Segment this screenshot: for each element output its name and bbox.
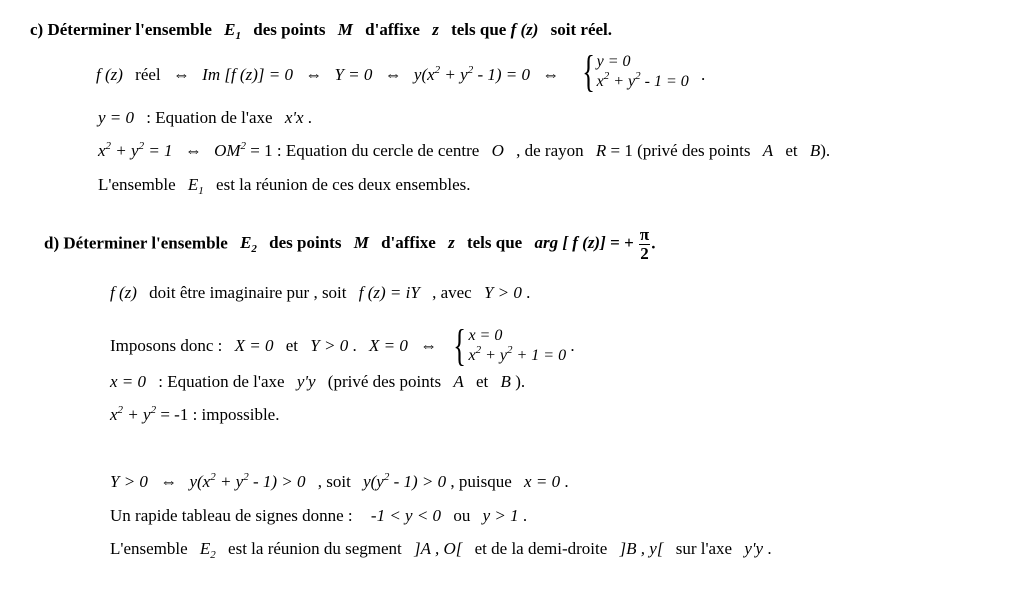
- function-fz: f (z): [510, 20, 539, 39]
- left-brace: {: [581, 47, 595, 96]
- affix-z: z: [448, 233, 455, 253]
- heading-c-prefix: c) Déterminer l'ensemble: [30, 20, 212, 39]
- fraction-numerator: π: [639, 225, 650, 244]
- system-rows: [597, 52, 689, 92]
- d7-dot: .: [767, 539, 772, 558]
- d5-Y: Y > 0: [110, 472, 148, 491]
- iff-symbol: ⇔: [305, 64, 323, 84]
- c1-eq-part-a: y(x: [413, 64, 435, 84]
- d6-b: -1 < y < 0: [370, 506, 442, 525]
- c2-axis: x'x: [284, 108, 304, 127]
- d3-b: (privé des points: [327, 372, 442, 391]
- c2-dot: .: [307, 108, 313, 127]
- set-E2: [199, 539, 216, 561]
- heading-arg: arg [ f (z)] = +: [534, 233, 634, 253]
- fraction-pi-over-2: [639, 226, 650, 263]
- set-E1-subscript: 1: [198, 185, 204, 197]
- d3-axis: y'y: [296, 372, 316, 391]
- square-exponent: 2: [105, 140, 112, 152]
- row2-c: - 1 = 0: [640, 73, 689, 90]
- section-c-heading: [30, 20, 612, 40]
- d1-Ygt: Y > 0: [483, 283, 522, 302]
- c3-a: x: [98, 141, 106, 160]
- d5-e: - 1) > 0: [389, 472, 447, 491]
- set-E1: [187, 175, 204, 197]
- d5-b: + y: [215, 472, 244, 491]
- affix-z: z: [432, 20, 439, 39]
- square-exponent: 2: [150, 404, 157, 416]
- set-E1-letter: E: [187, 175, 199, 194]
- c2-text: : Equation de l'axe: [146, 108, 273, 127]
- d-line-2: [110, 321, 575, 370]
- square-exponent: 2: [243, 471, 249, 483]
- heading-d-mid2: d'affixe: [381, 233, 436, 253]
- c3-f: = 1 (privé des points: [610, 141, 751, 160]
- d7-ray: ]B , y[: [619, 539, 664, 558]
- set-E1-subscript: 1: [235, 30, 241, 42]
- iff-symbol: ⇔: [384, 64, 402, 84]
- c3-et: et: [785, 141, 798, 160]
- system-rows: [468, 326, 566, 366]
- c1-im: Im [f (z)] = 0: [202, 64, 293, 84]
- point-M: M: [353, 233, 369, 253]
- iff-symbol: ⇔: [172, 64, 190, 84]
- row2-a: x: [468, 347, 476, 364]
- d2-system: [449, 321, 567, 370]
- d6-c: y > 1: [482, 506, 519, 525]
- d7-b: est la réunion du segment: [228, 539, 402, 558]
- c3-B: B: [809, 141, 821, 160]
- c3-om: [214, 141, 246, 160]
- c4-b: est la réunion de ces deux ensembles.: [216, 175, 471, 194]
- row2-a: x: [596, 73, 604, 90]
- set-E2-subscript: 2: [251, 243, 257, 256]
- d-line-5: [110, 472, 569, 492]
- d4-a: x: [110, 405, 118, 424]
- d5-c: - 1) > 0: [248, 472, 306, 491]
- set-E1-letter: E: [224, 20, 236, 39]
- d5-a: y(x: [189, 472, 211, 491]
- d5-d: y(y: [363, 472, 384, 491]
- c1-equation: [414, 65, 530, 84]
- c4-a: L'ensemble: [98, 175, 176, 194]
- d6-dot: .: [522, 506, 528, 525]
- heading-c-mid2: d'affixe: [365, 20, 420, 39]
- d4-eq: [110, 405, 156, 424]
- d3-A: A: [453, 372, 464, 391]
- point-M: M: [337, 20, 353, 39]
- square-exponent: 2: [210, 471, 216, 483]
- square-exponent: 2: [383, 471, 390, 483]
- row2-c: + 1 = 0: [512, 347, 567, 364]
- d-line-6: [110, 506, 527, 526]
- c2-eq: y = 0: [98, 108, 135, 127]
- set-E2: [240, 233, 257, 256]
- set-E2-letter: E: [199, 539, 211, 558]
- square-exponent: 2: [475, 344, 482, 356]
- c1-eq-part-c: - 1) = 0: [473, 64, 530, 84]
- c1-eq-part-b: + y: [440, 64, 468, 84]
- d-line-3: [110, 372, 525, 392]
- d-line-7: [110, 539, 772, 559]
- c3-circle-eq: [98, 141, 173, 160]
- c-line-4: [98, 175, 471, 195]
- c-line-1: [96, 47, 706, 96]
- d5-ineq2: [363, 472, 446, 491]
- c3-R: R: [595, 141, 607, 160]
- d5-soit: , soit: [317, 472, 351, 491]
- c3-om-letters: OM: [214, 141, 241, 160]
- square-exponent: 2: [240, 140, 247, 152]
- system-row-2: [597, 72, 689, 92]
- fraction-denominator: 2: [640, 244, 649, 263]
- heading-c-mid3: tels que: [451, 20, 507, 39]
- section-d-heading: [44, 226, 655, 263]
- d7-c: et de la demi-droite: [474, 539, 608, 558]
- c3-c: = 1: [144, 141, 173, 160]
- d2-X0: X = 0: [234, 335, 274, 355]
- heading-d-mid3: tels que: [466, 233, 523, 253]
- square-exponent: 2: [467, 63, 474, 76]
- d1-dot: .: [526, 283, 531, 302]
- d5-puisque: , puisque: [450, 472, 512, 491]
- row2-b: + y: [609, 73, 636, 90]
- c3-A: A: [762, 141, 774, 160]
- left-brace: {: [453, 321, 467, 370]
- c3-end: ).: [820, 141, 831, 160]
- c-line-2: [98, 108, 312, 128]
- heading-c-mid1: des points: [253, 20, 326, 39]
- d6-a: Un rapide tableau de signes donne :: [110, 506, 353, 525]
- system-row-2: [468, 346, 566, 366]
- c1-system: [578, 47, 689, 96]
- d6-ou: ou: [453, 506, 471, 525]
- system-row-1: x = 0: [468, 327, 503, 344]
- heading-d-prefix: d) Déterminer l'ensemble: [44, 233, 228, 253]
- d5-dot: .: [564, 472, 569, 491]
- set-E2-letter: E: [240, 233, 252, 253]
- square-exponent: 2: [138, 140, 145, 152]
- d3-a: : Equation de l'axe: [158, 372, 285, 391]
- d2-a: Imposons donc :: [110, 335, 223, 355]
- d7-axis: y'y: [744, 539, 764, 558]
- iff-symbol: ⇔: [184, 141, 202, 160]
- iff-symbol: ⇔: [542, 64, 560, 84]
- c1-Y0: Y = 0: [334, 64, 373, 84]
- d3-eq: x = 0: [110, 372, 147, 391]
- d-line-1: [110, 283, 530, 303]
- heading-d-dot: .: [651, 233, 656, 253]
- d7-seg: ]A , O[: [414, 539, 463, 558]
- d4-c: = -1 : impossible.: [156, 405, 280, 424]
- d2-et: et: [285, 335, 299, 355]
- d3-end: ).: [515, 372, 526, 391]
- square-exponent: 2: [434, 63, 441, 76]
- row2-b: + y: [481, 347, 507, 364]
- d5-x0: x = 0: [524, 472, 561, 491]
- d2-Y: Y > 0: [310, 335, 349, 355]
- d4-b: + y: [123, 405, 151, 424]
- heading-d-mid1: des points: [269, 233, 342, 253]
- c1-reel: réel: [135, 64, 161, 84]
- c1-fz: f (z): [96, 64, 123, 84]
- d5-ineq1: [189, 472, 305, 491]
- heading-c-end: soit réel.: [550, 20, 613, 39]
- d3-B: B: [500, 372, 511, 391]
- d7-d: sur l'axe: [675, 539, 733, 558]
- c3-e: , de rayon: [516, 141, 584, 160]
- iff-symbol: ⇔: [420, 335, 438, 355]
- c-line-3: [98, 141, 830, 161]
- c3-d: = 1 : Equation du cercle de centre: [246, 141, 480, 160]
- iff-symbol: ⇔: [160, 472, 178, 491]
- d3-et: et: [476, 372, 489, 391]
- c3-b: + y: [111, 141, 139, 160]
- d2-dot2: .: [570, 335, 575, 355]
- d1-fziY: f (z) = iY: [358, 283, 420, 302]
- d7-a: L'ensemble: [110, 539, 188, 558]
- d1-fz: f (z): [110, 283, 137, 302]
- square-exponent: 2: [506, 344, 513, 356]
- d1-b: , avec: [432, 283, 472, 302]
- square-exponent: 2: [117, 404, 124, 416]
- c3-O: O: [491, 141, 504, 160]
- d-line-4: [110, 405, 279, 425]
- d2-X0b: X = 0: [368, 335, 408, 355]
- square-exponent: 2: [635, 70, 641, 82]
- set-E2-subscript: 2: [210, 549, 216, 561]
- square-exponent: 2: [603, 70, 610, 82]
- c1-dot: .: [701, 64, 706, 84]
- set-E1: [224, 20, 241, 42]
- d2-dot1: .: [352, 335, 357, 355]
- d1-a: doit être imaginaire pur , soit: [149, 283, 347, 302]
- system-row-1: y = 0: [596, 53, 631, 70]
